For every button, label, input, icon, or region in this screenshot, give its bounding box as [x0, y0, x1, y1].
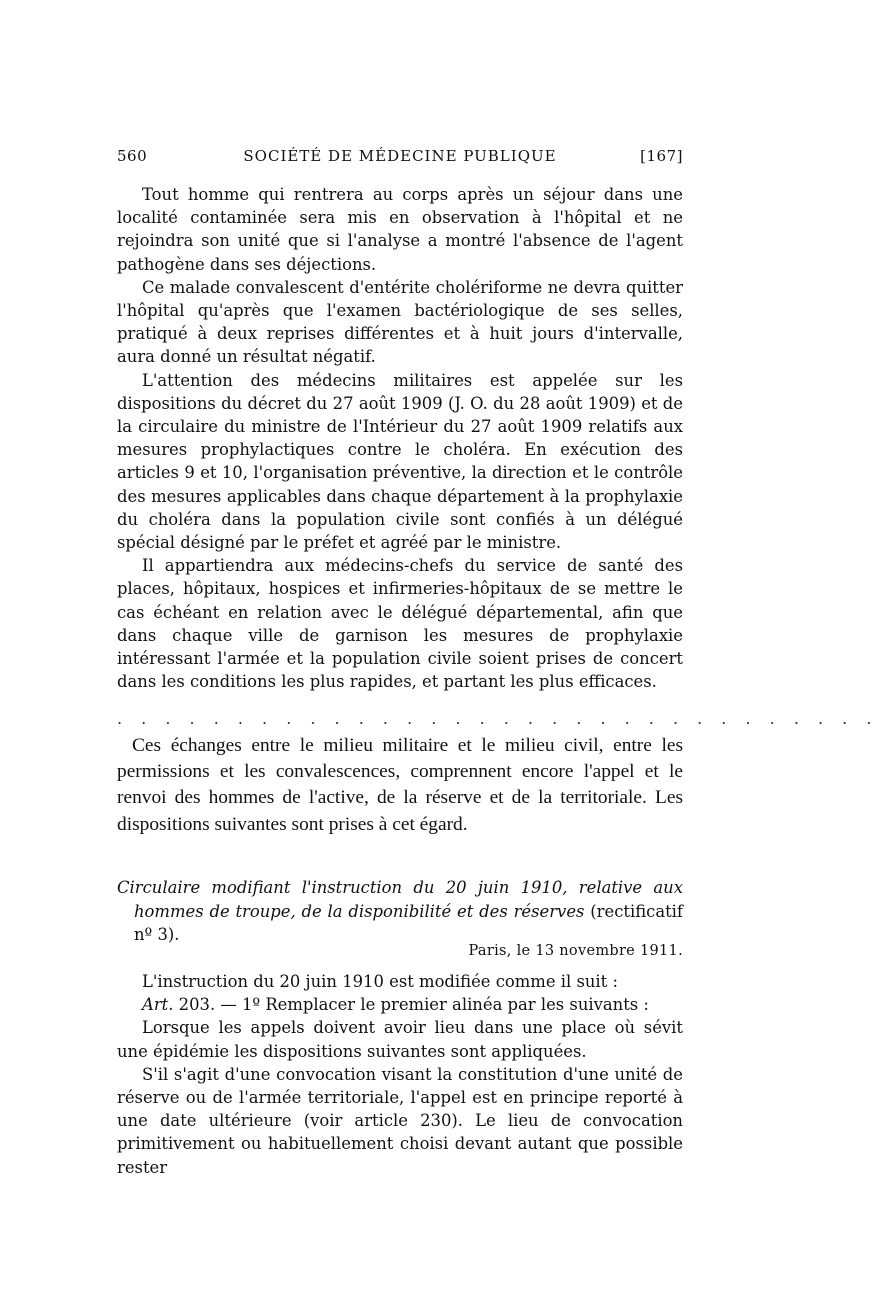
paragraph-3: L'attention des médecins militaires est appelée sur les dispositions du décret du 27 août 1909 (J. O. du 28 août 1909) et de la circulaire du ministre de l'Intérieur du 27 août 1909 relatifs aux mesures prophylactiques contre le choléra. En exécution des articles 9 et 10, l'organisation préventive, la direction et le contrôle des mesures applicables dans chaque département à la prophylaxie du choléra dans la population civile sont confiés à un délégué spécial désigné par le préfet et agréé par le ministre. — [117, 370, 683, 553]
circular-title-suffix: (rectificatif nº 3). — [134, 901, 683, 944]
page-header — [117, 147, 683, 173]
paragraph-convocation: S'il s'agit d'une convocation visant la constitution d'une unité de réserve ou de l'armée territoriale, l'appel est en principe reporté à une date ultérieure (voir article 230). Le lieu de convocation primitivement ou habituellement choisi devant autant que possible rester — [117, 1064, 683, 1177]
paragraph-article — [117, 993, 683, 1016]
paragraph-1: Tout homme qui rentrera au corps après un séjour dans une localité contaminée sera mis en observation à l'hôpital et ne rejoindra son unité que si l'analyse a montré l'absence de l'agent pathogène dans ses déjections. — [117, 185, 683, 274]
ellipsis-separator: . . . . . . . . . . . . . . . . . . . . . . . . . . . . . . . . — [117, 709, 878, 728]
circular-title-line — [117, 876, 683, 947]
page-number: 560 — [117, 147, 148, 165]
paragraph-epidemic: Lorsque les appels doivent avoir lieu dans une place où sévit une épidémie les dispositions suivantes sont appliquées. — [117, 1018, 683, 1061]
circular-title-italic: Circulaire modifiant l'instruction du 20 juin 1910, relative aux hommes de troupe, de la disponibilité et des réserves — [117, 878, 683, 921]
dateline: Paris, le 13 novembre 1911. — [468, 943, 683, 959]
bracket-reference: [167] — [640, 147, 683, 165]
bottom-text-block — [117, 970, 683, 1179]
circular-title — [117, 876, 683, 947]
excerpt-paragraph: Ces échanges entre le milieu militaire et le milieu civil, entre les permissions et les convalescences, comprennent encore l'appel et le renvoi des hommes de l'active, de la réserve et de la territoriale. Les dispositions suivantes sont prises à cet égard. — [117, 735, 683, 835]
article-text: 203. — 1º Remplacer le premier alinéa par les suivants : — [173, 995, 649, 1015]
running-title: SOCIÉTÉ DE MÉDECINE PUBLIQUE — [243, 147, 557, 165]
excerpt-block — [117, 733, 683, 838]
paragraph-2: Ce malade convalescent d'entérite cholériforme ne devra quitter l'hôpital qu'après que l'examen bactériologique de ses selles, pratiqué à deux reprises différentes et à huit jours d'intervalle, aura donné un résultat négatif. — [117, 277, 683, 367]
top-text-block — [117, 183, 683, 693]
paragraph-4: Il appartiendra aux médecins-chefs du service de santé des places, hôpitaux, hospices et infirmeries-hôpitaux de se mettre le cas échéant en relation avec le délégué départemental, afin que dans chaque ville de garnison les mesures de prophylaxie intéressant l'armée et la population civile soient prises de concert dans les conditions les plus rapides, et partant les plus efficaces. — [117, 556, 683, 692]
paragraph-instruction: L'instruction du 20 juin 1910 est modifiée comme il suit : — [142, 972, 618, 991]
article-label: Art. — [142, 995, 174, 1015]
